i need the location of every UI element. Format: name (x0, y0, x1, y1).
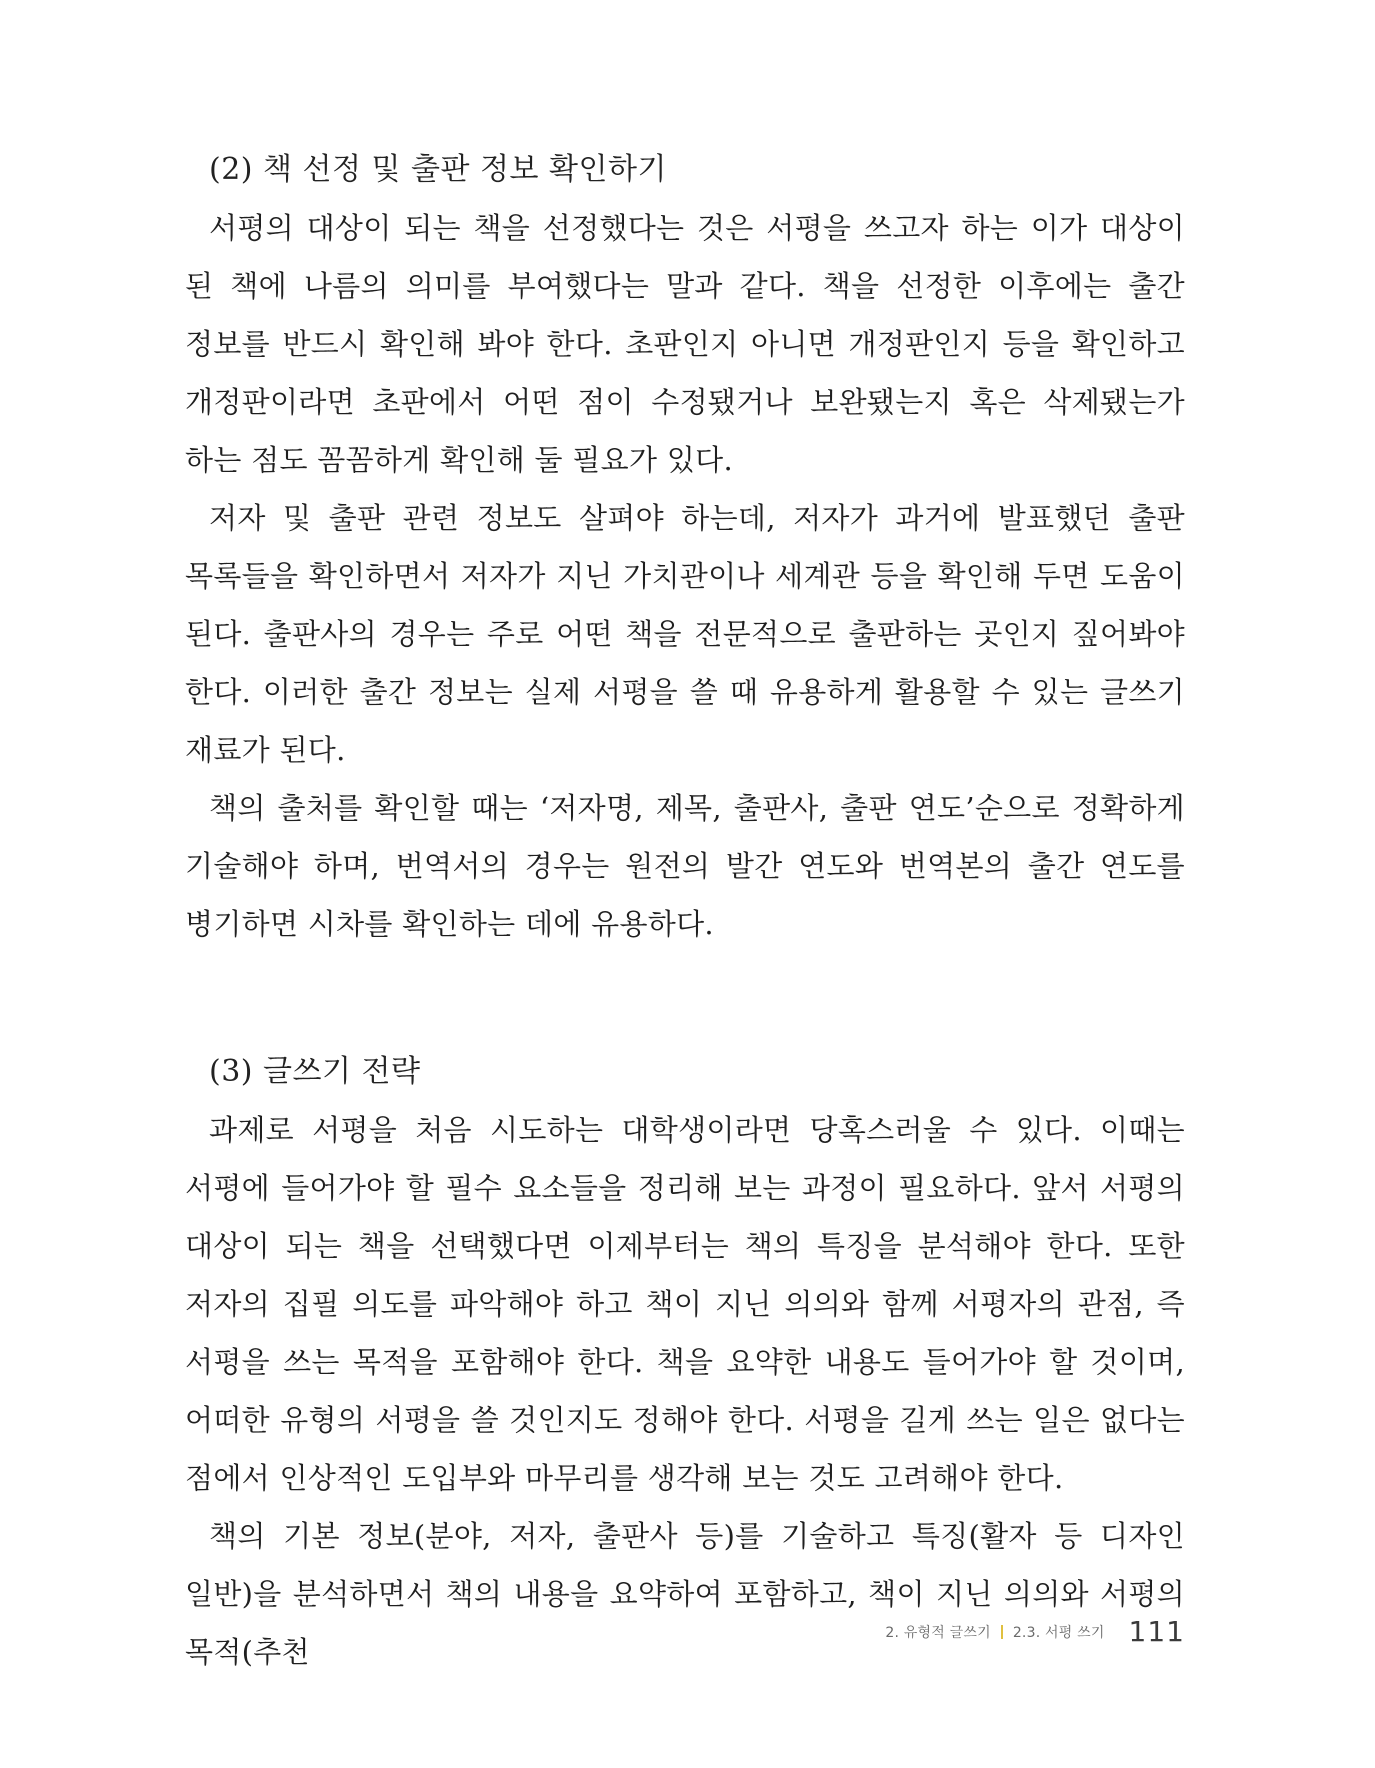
paragraph: 과제로 서평을 처음 시도하는 대학생이라면 당혹스러울 수 있다. 이때는 서평에 들어가야 할 필수 요소들을 정리해 보는 과정이 필요하다. 앞서 서평의 대상이 되는 책을 선택했다면 이제부터는 책의 특징을 분석해야 한다. 또한 저자의 집필 의도를 파악해야 하고 책이 지닌 의의와 함께 서평자의 관점, 즉 서평을 쓰는 목적을 포함해야 한다. 책을 요약한 내용도 들어가야 할 것이며, 어떠한 유형의 서평을 쓸 것인지도 정해야 한다. 서평을 길게 쓰는 일은 없다는 점에서 인상적인 도입부와 마무리를 생각해 보는 것도 고려해야 한다. (185, 1113, 1185, 1495)
paragraph: 저자 및 출판 관련 정보도 살펴야 하는데, 저자가 과거에 발표했던 출판 목록들을 확인하면서 저자가 지닌 가치관이나 세계관 등을 확인해 두면 도움이 된다. 출판사의 경우는 주로 어떤 책을 전문적으로 출판하는 곳인지 짚어봐야 한다. 이러한 출간 정보는 실제 서평을 쓸 때 유용하게 활용할 수 있는 글쓰기 재료가 된다. (185, 501, 1185, 767)
page-number: 111 (1128, 1615, 1185, 1648)
section-heading-3: (3) 글쓰기 전략 (209, 1054, 421, 1089)
paragraph: 책의 출처를 확인할 때는 ‘저자명, 제목, 출판사, 출판 연도’순으로 정확하게 기술해야 하며, 번역서의 경우는 원전의 발간 연도와 번역본의 출간 연도를 병기하면 시차를 확인하는 데에 유용하다. (185, 791, 1185, 941)
page-footer (885, 1615, 1185, 1648)
section-heading-2: (2) 책 선정 및 출판 정보 확인하기 (209, 152, 667, 187)
footer-section-label: 2.3. 서평 쓰기 (1012, 1624, 1105, 1641)
paragraph: 책의 기본 정보(분야, 저자, 출판사 등)를 기술하고 특징(활자 등 디자인 일반)을 분석하면서 책의 내용을 요약하여 포함하고, 책이 지닌 의의와 서평의 목적(추천 (185, 1519, 1185, 1669)
paragraph: 서평의 대상이 되는 책을 선정했다는 것은 서평을 쓰고자 하는 이가 대상이 된 책에 나름의 의미를 부여했다는 말과 같다. 책을 선정한 이후에는 출간 정보를 반드시 확인해 봐야 한다. 초판인지 아니면 개정판인지 등을 확인하고 개정판이라면 초판에서 어떤 점이 수정됐거나 보완됐는지 혹은 삭제됐는가 하는 점도 꼼꼼하게 확인해 둘 필요가 있다. (185, 211, 1185, 477)
footer-chapter-label: 2. 유형적 글쓰기 (885, 1624, 991, 1641)
section-spacer (185, 953, 1185, 1043)
footer-separator (1001, 1625, 1003, 1639)
page-body (185, 141, 1185, 1681)
